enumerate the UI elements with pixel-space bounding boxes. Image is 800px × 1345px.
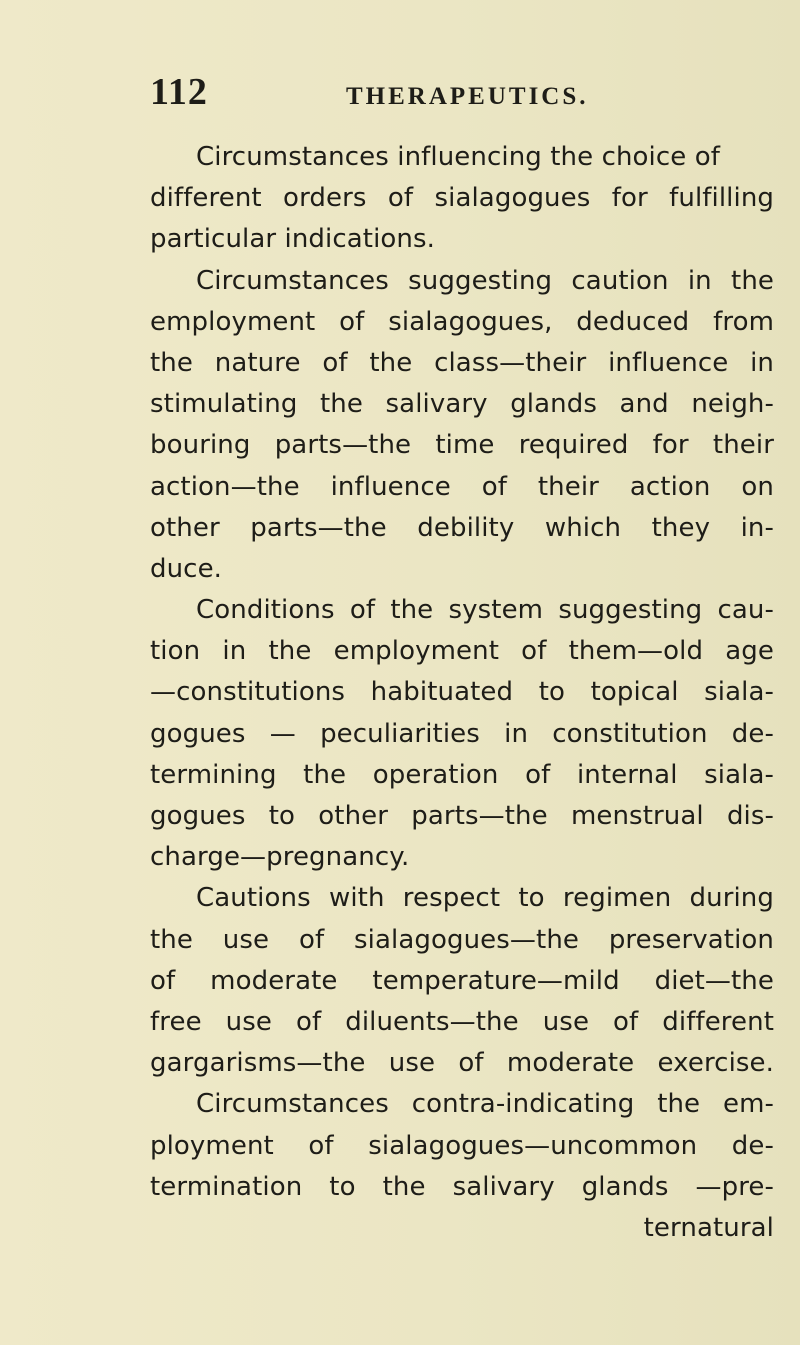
text-line: tion in the employment of them—old age bbox=[150, 636, 774, 667]
text-line: charge—pregnancy. bbox=[150, 842, 410, 873]
text-line: Circumstances suggesting caution in the bbox=[196, 265, 774, 296]
text-line: other parts—the debility which they in- bbox=[150, 512, 774, 543]
text-line: Circumstances contra-indicating the em- bbox=[196, 1089, 774, 1120]
text-line: particular indications. bbox=[150, 224, 435, 255]
text-line: Cautions with respect to regimen during bbox=[196, 883, 774, 914]
text-line: Circumstances influencing the choice of bbox=[196, 142, 721, 172]
text-line: termining the operation of internal siala- bbox=[150, 759, 774, 790]
text-line: Conditions of the system suggesting cau- bbox=[196, 595, 774, 626]
text-line: bouring parts—the time required for their bbox=[150, 430, 774, 461]
text-line: employment of sialagogues, deduced from bbox=[150, 306, 774, 337]
text-line: gargarisms—the use of moderate exercise. bbox=[150, 1048, 774, 1079]
text-line: gogues — peculiarities in constitution de- bbox=[150, 718, 774, 749]
page-number: 112 bbox=[150, 71, 208, 113]
text-line: action—the influence of their action on bbox=[150, 471, 774, 502]
catchword: ternatural bbox=[643, 1212, 774, 1243]
text-line: stimulating the salivary glands and neigh- bbox=[150, 389, 774, 420]
page-header bbox=[150, 72, 770, 122]
text-line: termination to the salivary glands —pre- bbox=[150, 1171, 774, 1202]
text-line: ployment of sialagogues—uncommon de- bbox=[150, 1130, 774, 1161]
text-line: free use of diluents—the use of different bbox=[150, 1006, 774, 1037]
body-text bbox=[150, 137, 774, 1249]
text-line: duce. bbox=[150, 553, 223, 584]
text-line: —constitutions habituated to topical siala- bbox=[150, 677, 774, 708]
text-line: of moderate temperature—mild diet—the bbox=[150, 965, 774, 996]
running-title: THERAPEUTICS. bbox=[346, 83, 589, 110]
text-line: the use of sialagogues—the preservation bbox=[150, 924, 774, 955]
text-line: gogues to other parts—the menstrual dis- bbox=[150, 801, 774, 831]
text-line: the nature of the class—their influence in bbox=[150, 347, 774, 378]
text-line: different orders of sialagogues for fulfilling bbox=[150, 183, 774, 214]
